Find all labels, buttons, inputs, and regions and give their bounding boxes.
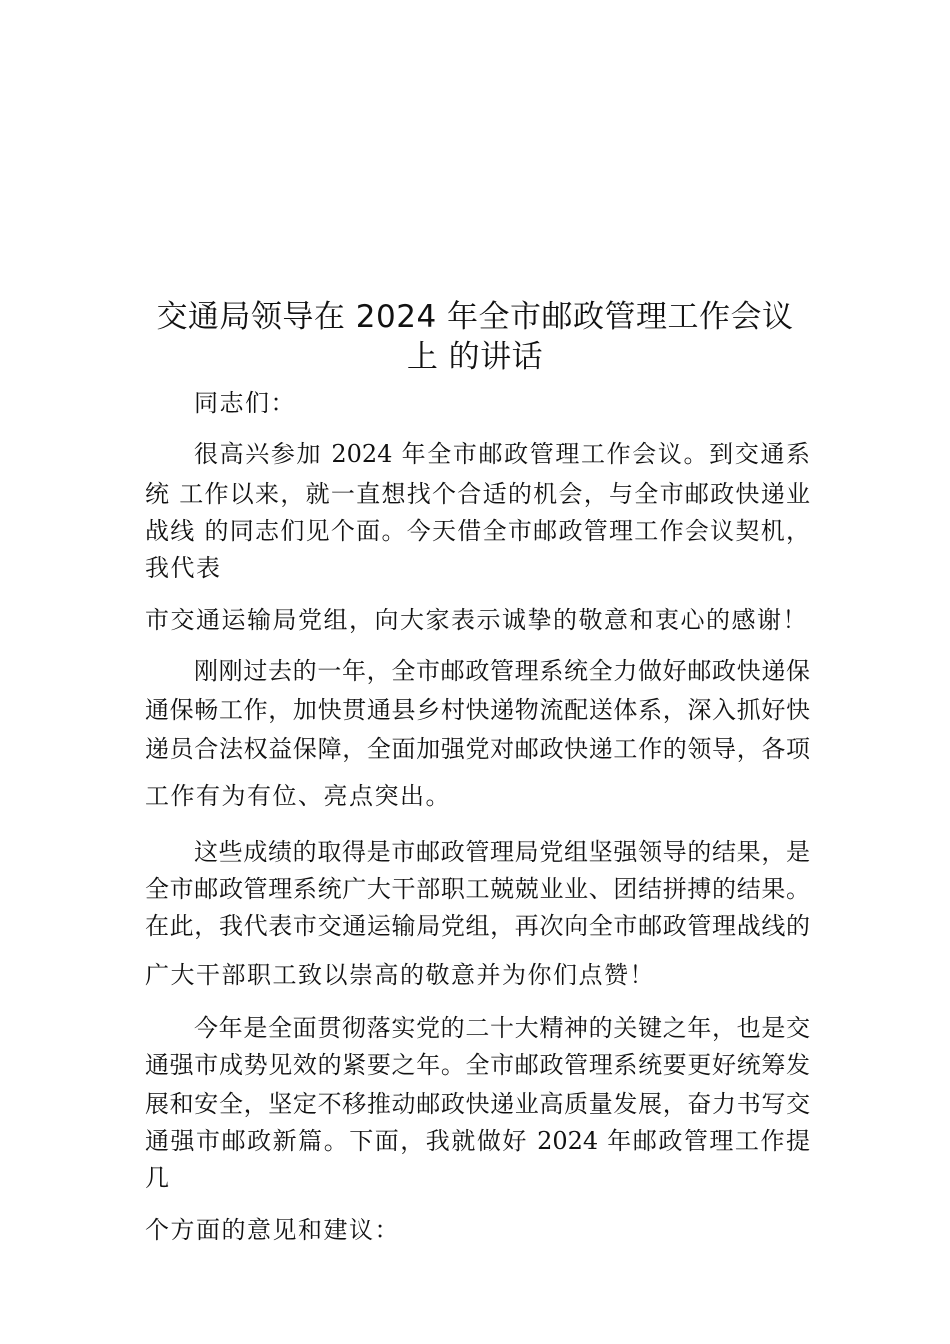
paragraph-line: 全市邮政管理系统广大干部职工兢兢业业、团结拼搏的结果。 — [145, 875, 810, 903]
paragraph-line: 通强市邮政新篇。下面，我就做好 2024 年邮政管理工作提 — [145, 1127, 810, 1155]
paragraph-line: 统 工作以来，就一直想找个合适的机会，与全市邮政快递业 — [145, 480, 810, 508]
paragraph-line: 个方面的意见和建议： — [145, 1216, 400, 1244]
paragraph-line: 今年是全面贯彻落实党的二十大精神的关键之年，也是交 — [194, 1014, 810, 1042]
paragraph-line: 刚刚过去的一年，全市邮政管理系统全力做好邮政快递保 — [194, 657, 810, 685]
salutation: 同志们： — [194, 389, 296, 417]
paragraph-line: 展和安全，坚定不移推动邮政快递业高质量发展，奋力书写交 — [145, 1090, 810, 1118]
paragraph-line: 通保畅工作，加快贯通县乡村快递物流配送体系，深入抓好快 — [145, 696, 810, 724]
paragraph-line: 在此，我代表市交通运输局党组，再次向全市邮政管理战线的 — [145, 912, 810, 940]
paragraph-line: 很高兴参加 2024 年全市邮政管理工作会议。到交通系 — [194, 440, 810, 468]
paragraph-line: 战线 的同志们见个面。今天借全市邮政管理工作会议契机， — [145, 517, 810, 545]
paragraph-line: 通强市成势见效的紧要之年。全市邮政管理系统要更好统筹发 — [145, 1051, 810, 1079]
paragraph-line: 广大干部职工致以崇高的敬意并为你们点赞！ — [145, 961, 655, 989]
paragraph-line: 工作有为有位、亮点突出。 — [145, 782, 451, 810]
paragraph-line: 这些成绩的取得是市邮政管理局党组坚强领导的结果，是 — [194, 838, 810, 866]
document-title-line-1: 交通局领导在 2024 年全市邮政管理工作会议 — [156, 299, 794, 335]
paragraph-line: 几 — [145, 1164, 171, 1192]
paragraph-line: 我代表 — [145, 554, 222, 582]
paragraph-line: 市交通运输局党组，向大家表示诚挚的敬意和衷心的感谢！ — [145, 606, 808, 634]
paragraph-line: 递员合法权益保障，全面加强党对邮政快递工作的领导，各项 — [145, 735, 810, 763]
document-title-line-2: 上 的讲话 — [406, 339, 544, 375]
